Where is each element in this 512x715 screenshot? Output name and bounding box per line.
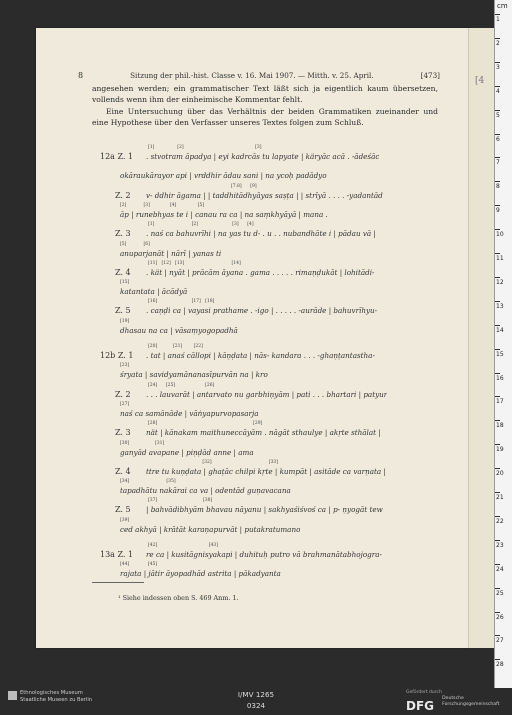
ruler-tick xyxy=(495,325,500,326)
funder-name-line1: Deutsche xyxy=(442,696,464,701)
siglum-numbers: [28] [29] xyxy=(148,421,263,427)
ruler-tick xyxy=(495,38,500,39)
ruler-tick xyxy=(495,612,500,613)
ruler-label: 9 xyxy=(496,207,500,215)
siglum-numbers: [7.8] [9] xyxy=(148,183,257,189)
line-label: Z. 5 xyxy=(115,306,131,316)
ruler-label: 21 xyxy=(496,494,504,501)
ruler-label: 15 xyxy=(496,350,504,358)
transliteration-line: ganyād avapane | piṇḍād anne | ama xyxy=(120,447,254,457)
ruler-tick xyxy=(495,635,500,636)
ruler-tick xyxy=(495,420,500,421)
ruler-tick xyxy=(495,253,500,254)
page-number: 8 xyxy=(78,71,84,80)
ruler-label: 7 xyxy=(496,159,500,167)
funder-caption: Gefördert durch xyxy=(406,690,442,695)
ruler-label: 22 xyxy=(496,517,504,525)
siglum-numbers: [42] [43] xyxy=(148,543,218,548)
line-label: Z. 2 xyxy=(115,389,131,399)
siglum-numbers: [39] xyxy=(120,517,130,523)
siglum-numbers: [24] [25] [26] xyxy=(148,382,215,388)
funder-logo xyxy=(406,690,499,714)
shelfmark: I/MV 1265 xyxy=(237,690,275,699)
footer-bar xyxy=(0,688,512,715)
siglum-numbers: [15] xyxy=(120,280,130,286)
museum-subtitle: Staatliche Museen zu Berlin xyxy=(20,697,93,703)
siglum-numbers: [20] [21] [22] xyxy=(148,344,203,349)
siglum-numbers: [32] [33] xyxy=(148,459,279,465)
siglum-numbers: [27] xyxy=(120,401,130,407)
line-label: 12b Z. 1 xyxy=(100,351,134,360)
prose-paragraph: angesehen werden; ein grammatischer Text läßt sich ja eigentlich kaum übersetzen, vollends wenn ihm der einheimische Kommentar fehlt. xyxy=(92,84,438,105)
transliteration-line: anuparjanāt | nārī | yanas ti xyxy=(120,248,222,258)
ruler-tick xyxy=(495,277,500,278)
siglum-numbers: [1] [2] [3] [4] xyxy=(148,222,254,228)
prose-paragraph: Eine Untersuchung über das Verhältnis der beiden Grammatiken zueinander und eine Hypothese über den Verfasser unseres Textes folgen zum Schluß. xyxy=(92,106,438,127)
ruler-label: 18 xyxy=(496,422,504,430)
transliteration-line: . naś ca bahuvrīhi | na yas tu d- . u . . nubandhāte i | pādau vā | xyxy=(146,229,376,239)
transliteration-line: . tat | anaś cāllopi | kāṇḍata | nās- kandara . . . -ghaṇṭantastha- xyxy=(146,351,375,360)
transliteration-line: rajata | jātir āyopadhād astrita | pākadyanta xyxy=(120,569,281,579)
ruler-label: 4 xyxy=(496,87,500,95)
ruler-label: 17 xyxy=(496,398,504,406)
ruler-tick xyxy=(495,205,500,206)
ruler-tick xyxy=(495,659,500,660)
dfg-logo-text: DFG xyxy=(406,699,435,713)
ruler-label: 6 xyxy=(496,135,500,143)
ruler-tick xyxy=(495,134,500,135)
transliteration-line: . . . lauvarāt | antarvato nu garbhiṇyām | pati . . . bhartari | patyur xyxy=(146,389,388,399)
ruler-label: 28 xyxy=(496,661,504,669)
funder-name-line2: Forschungsgemeinschaft xyxy=(442,701,500,707)
footnote: ¹ Siehe indessen oben S. 469 Anm. 1. xyxy=(118,594,239,602)
ruler-tick xyxy=(495,564,500,565)
transliteration-line: ced akhyā | krātāt karaṇapurvāt | putakratumano xyxy=(120,524,301,534)
ruler-label: 20 xyxy=(496,470,504,478)
transliteration-line: okāraukārayor api | vrddhir ādau sani | na ycoḥ padādyo xyxy=(120,171,327,181)
transliteration-line: dhasau na ca | vāsaṃyogopadhā xyxy=(120,325,238,335)
bracket-page-number: [473] xyxy=(420,71,440,80)
siglum-numbers: [37] [38] xyxy=(148,498,213,504)
ruler-label: 3 xyxy=(496,63,500,71)
siglum-numbers: [1] [2] [3] xyxy=(148,145,262,150)
siglum-numbers: [2] [3] [4] [5] xyxy=(120,202,205,208)
ruler-tick xyxy=(495,588,500,589)
transliteration-line: nät | kānakam maithuneccāyām . nāgāt sthaulye | akṛte sthālat | xyxy=(146,428,381,438)
measurement-ruler xyxy=(494,0,512,690)
ruler-tick xyxy=(495,62,500,63)
transliteration-line: tapadhātu nakārai ca va | odentād guṇavacana xyxy=(120,486,291,496)
ruler-label: 24 xyxy=(496,565,504,573)
siglum-numbers: [11] [12] [13] [14] xyxy=(148,260,241,266)
transliteration-line: . stvotram āpadya | eyi kadrcās tu lapyate | käryāc acā . -ādeśāc xyxy=(146,152,380,161)
transliteration-line: v- ddhir āgama | | taddhitādhyāyas saṣṭa | | strīyā . . . . -yadantād xyxy=(146,190,383,200)
line-label: Z. 3 xyxy=(115,229,131,239)
ruler-tick xyxy=(495,492,500,493)
museum-name: Ethnologisches Museum xyxy=(20,690,83,696)
ruler-tick xyxy=(495,86,500,87)
siglum-numbers: [5] [6] xyxy=(120,241,150,247)
ruler-tick xyxy=(495,516,500,517)
ruler-label: 19 xyxy=(496,446,504,454)
ruler-label: 1 xyxy=(496,16,500,23)
siglum-numbers: [44] [45] xyxy=(120,562,158,568)
siglum-numbers: [30] [31] xyxy=(120,440,165,446)
ruler-tick xyxy=(495,14,500,15)
ruler-tick xyxy=(495,229,500,230)
siglum-numbers: [16] [17] [18] xyxy=(148,299,215,305)
siglum-numbers: [34] [35] xyxy=(120,479,176,485)
ruler-tick xyxy=(495,540,500,541)
line-label: 12a Z. 1 xyxy=(100,152,134,161)
ruler-tick xyxy=(495,468,500,469)
prose-block xyxy=(92,83,438,128)
ruler-tick xyxy=(495,157,500,158)
transliteration-line: re ca | kusitāgnisyakapi | duhituḥ putro vā brahmanātabhojogra- xyxy=(146,550,382,559)
transliteration-line: katantata | ācādyā xyxy=(120,287,188,297)
ruler-label: 13 xyxy=(496,302,504,310)
line-label: Z. 2 xyxy=(115,190,131,200)
ruler-tick xyxy=(495,301,500,302)
siglum-numbers: [19] xyxy=(120,318,130,324)
line-label: Z. 3 xyxy=(115,428,131,438)
transliteration-line: . caṇḍi ca | vayasi prathame . -igo | . . . . . -aurāde | bahuvrīhyu- xyxy=(146,306,378,316)
ruler-tick xyxy=(495,444,500,445)
running-header xyxy=(78,71,440,80)
ruler-label: 27 xyxy=(496,637,504,645)
ruler-label: 26 xyxy=(496,613,504,621)
running-title: Sitzung der phil.-hist. Classe v. 16. Mai 1907. — Mitth. v. 25. April. xyxy=(130,71,374,80)
ruler-label: 14 xyxy=(496,326,504,334)
transliteration-line: . kät | nyāt | prācām āyana . gama . . . . . rimaṇḍukāt | lohitādi- xyxy=(146,267,375,277)
ruler-tick xyxy=(495,181,500,182)
line-label: Z. 4 xyxy=(115,267,131,277)
ruler-tick xyxy=(495,110,500,111)
image-number: 0324 xyxy=(246,701,266,710)
facing-page-edge xyxy=(468,28,495,648)
ruler-unit: cm xyxy=(497,2,508,10)
siglum-numbers: [23] xyxy=(120,363,130,369)
line-label: Z. 5 xyxy=(115,505,131,515)
ruler-label: 12 xyxy=(496,278,504,286)
ruler-label: 5 xyxy=(496,111,500,119)
ruler-label: 10 xyxy=(496,231,504,239)
transliteration-line: ttre tu kuṇḍata | ghaṭāc chilpi kṛte | kumpāt | asitāde ca varṇata | xyxy=(146,466,386,476)
ruler-tick xyxy=(495,349,500,350)
ruler-tick xyxy=(495,396,500,397)
line-label: Z. 4 xyxy=(115,466,131,476)
line-label: 13a Z. 1 xyxy=(100,550,134,559)
ruler-label: 2 xyxy=(496,39,500,47)
facing-bracket: [4 xyxy=(475,76,485,86)
ruler-label: 11 xyxy=(496,255,504,262)
transliteration-line: naś ca samānāde | vāṅyapurvopasarja xyxy=(120,408,259,418)
ruler-tick xyxy=(495,373,500,374)
transliteration-line: | bahvādibhyām bhavau nāyanu | sakhyaśiśvoś ca | p- ṇyogāt tew xyxy=(146,505,383,515)
transliteration-line: śryata | savidyamānanasīpurvān na | kro xyxy=(120,370,268,380)
ruler-label: 16 xyxy=(496,374,504,382)
ruler-label: 25 xyxy=(496,589,504,597)
footnote-rule xyxy=(92,582,144,583)
ruler-label: 8 xyxy=(496,183,500,191)
transliteration-line: āp | runebhyas te i | canau ra ca | na saṃkhyāyā | mana . xyxy=(120,209,328,219)
ruler-label: 23 xyxy=(496,541,504,549)
